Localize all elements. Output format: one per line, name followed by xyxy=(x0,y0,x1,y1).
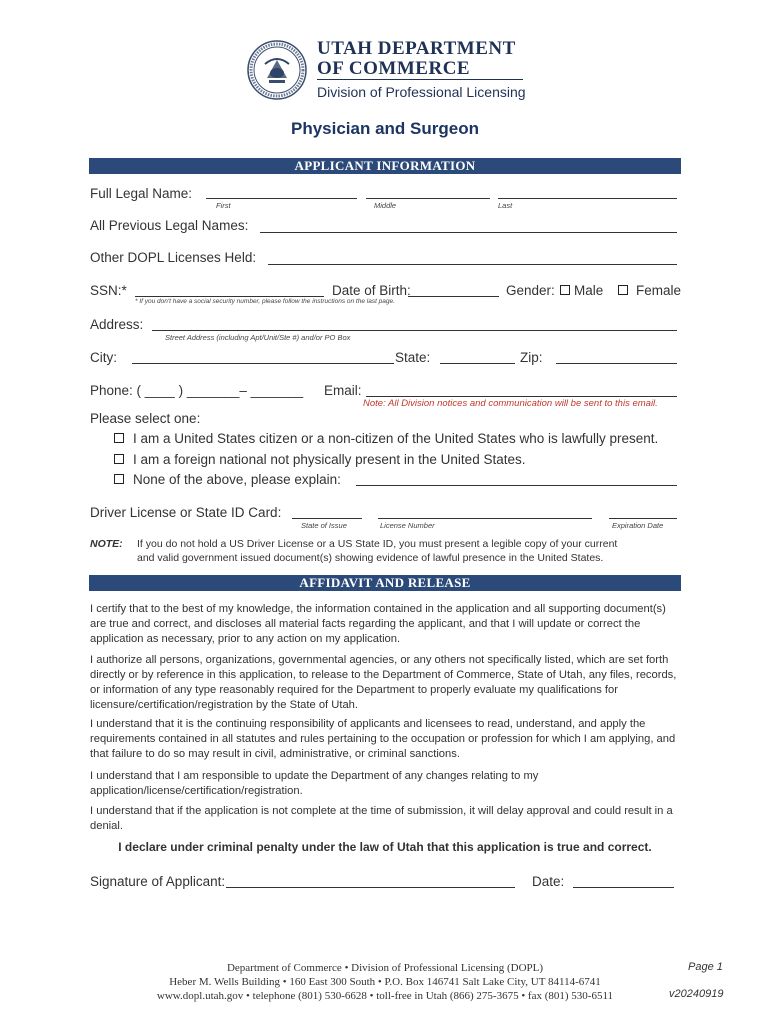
note-line-2: and valid government issued document(s) showing evidence of lawful presence in the United States. xyxy=(137,552,604,564)
affidavit-paragraph-3: I understand that it is the continuing responsibility of applicants and licensees to read, understand, and apply the requirements contained in all statutes and rules pertaining to the occupation or profession for which I am applying, and that failure to do so may result in civil, administrative, or criminal sanctions. xyxy=(90,718,676,760)
address-sublabel: Street Address (including Apt/Unit/Ste #) and/or PO Box xyxy=(165,333,351,342)
previous-names-field[interactable] xyxy=(260,232,677,233)
ssn-field[interactable] xyxy=(135,296,324,297)
note-label: NOTE: xyxy=(90,538,123,550)
male-label: Male xyxy=(574,283,604,298)
state-of-issue-sublabel: State of Issue xyxy=(301,521,347,530)
affidavit-paragraph-5: I understand that if the application is not complete at the time of submission, it will delay approval and could result in a denial. xyxy=(90,805,673,832)
dl-number-field[interactable] xyxy=(378,518,592,519)
other-licenses-field[interactable] xyxy=(268,264,677,265)
city-field[interactable] xyxy=(132,363,394,364)
signature-field[interactable] xyxy=(226,887,515,888)
email-note: Note: All Division notices and communication will be sent to this email. xyxy=(363,398,658,409)
affidavit-paragraph-4: I understand that I am responsible to update the Department of any changes relating to my application/license/certification/registration. xyxy=(90,770,539,797)
explain-field[interactable] xyxy=(356,485,677,486)
option-foreign-checkbox[interactable] xyxy=(114,454,124,464)
option-citizen-label: I am a United States citizen or a non-citizen of the United States who is lawfully present. xyxy=(133,431,659,446)
please-select-label: Please select one: xyxy=(90,411,201,426)
state-field[interactable] xyxy=(440,363,515,364)
dob-field[interactable] xyxy=(408,296,499,297)
male-checkbox[interactable] xyxy=(560,285,570,295)
org-name-line2: OF COMMERCE xyxy=(317,58,471,79)
city-label: City: xyxy=(90,350,117,365)
signature-label: Signature of Applicant: xyxy=(90,874,226,889)
ssn-label: SSN:* xyxy=(90,283,127,298)
full-name-label: Full Legal Name: xyxy=(90,186,193,201)
address-field[interactable] xyxy=(152,330,677,331)
email-label: Email: xyxy=(324,383,362,398)
first-name-field[interactable] xyxy=(206,198,357,199)
option-citizen-checkbox[interactable] xyxy=(114,433,124,443)
note-line-1: If you do not hold a US Driver License or a US State ID, you must present a legible copy of your current xyxy=(137,538,618,550)
version-number: v20240919 xyxy=(669,988,724,1000)
last-sublabel: Last xyxy=(498,201,513,210)
state-label: State: xyxy=(395,350,431,365)
female-label: Female xyxy=(636,283,682,298)
form-title: Physician and Surgeon xyxy=(291,119,479,138)
expiration-date-sublabel: Expiration Date xyxy=(612,521,664,530)
previous-names-label: All Previous Legal Names: xyxy=(90,218,249,233)
footer-line-3 xyxy=(0,989,770,1004)
zip-label: Zip: xyxy=(520,350,543,365)
declaration-statement: I declare under criminal penalty under the law of Utah that this application is true and correct. xyxy=(118,840,652,854)
gender-label: Gender: xyxy=(506,283,555,298)
email-field[interactable] xyxy=(366,396,677,397)
phone-field[interactable]: Phone: ( ____ ) _______– _______ xyxy=(90,383,304,398)
date-label: Date: xyxy=(532,874,565,889)
footer-line-1: Department of Commerce • Division of Professional Licensing (DOPL) xyxy=(226,962,544,974)
ssn-note: * If you don't have a social security number, please follow the instructions on the last page. xyxy=(135,298,395,305)
middle-sublabel: Middle xyxy=(374,201,397,210)
dl-state-field[interactable] xyxy=(292,518,362,519)
dl-label: Driver License or State ID Card: xyxy=(90,505,282,520)
date-field[interactable] xyxy=(573,887,674,888)
footer-line-2: Heber M. Wells Building • 160 East 300 South • P.O. Box 146741 Salt Lake City, UT 84114-6741 xyxy=(169,976,601,988)
address-label: Address: xyxy=(90,317,144,332)
header-divider xyxy=(317,79,523,80)
license-number-sublabel: License Number xyxy=(380,521,435,530)
footer-contact-info: www.dopl.utah.gov • telephone (801) 530-6628 • toll-free in Utah (866) 275-3675 • fax (801) 530-6511 xyxy=(156,990,614,1002)
section-header-applicant: APPLICANT INFORMATION xyxy=(89,158,681,174)
affidavit-paragraph-1: I certify that to the best of my knowledge, the information contained in the application and all supporting document(s) are true and correct, and discloses all material facts regarding the applicant, and that I will update or correct the application as necessary, prior to any action on my application. xyxy=(90,603,666,645)
option-none-label: None of the above, please explain: xyxy=(133,472,341,487)
page-number: Page 1 xyxy=(688,961,723,973)
option-foreign-label: I am a foreign national not physically present in the United States. xyxy=(133,452,526,467)
middle-name-field[interactable] xyxy=(366,198,490,199)
org-name-line1: UTAH DEPARTMENT xyxy=(317,38,516,59)
last-name-field[interactable] xyxy=(498,198,677,199)
dl-expiration-field[interactable] xyxy=(609,518,677,519)
option-none-checkbox[interactable] xyxy=(114,474,124,484)
zip-field[interactable] xyxy=(556,363,677,364)
division-name: Division of Professional Licensing xyxy=(317,84,526,100)
utah-state-seal-icon xyxy=(247,40,307,100)
female-checkbox[interactable] xyxy=(618,285,628,295)
section-header-affidavit: AFFIDAVIT AND RELEASE xyxy=(89,575,681,591)
other-licenses-label: Other DOPL Licenses Held: xyxy=(90,250,257,265)
first-sublabel: First xyxy=(216,201,231,210)
dob-label: Date of Birth: xyxy=(332,283,411,298)
affidavit-paragraph-2: I authorize all persons, organizations, governmental agencies, or any others not specifically listed, which are set forth directly or by reference in this application, to release to the Department of Commerce, State of Utah, any files, records, or information of any type reasonably required for the Department to properly evaluate my qualifications for licensure/certification/registration by the State of Utah. xyxy=(90,654,677,711)
